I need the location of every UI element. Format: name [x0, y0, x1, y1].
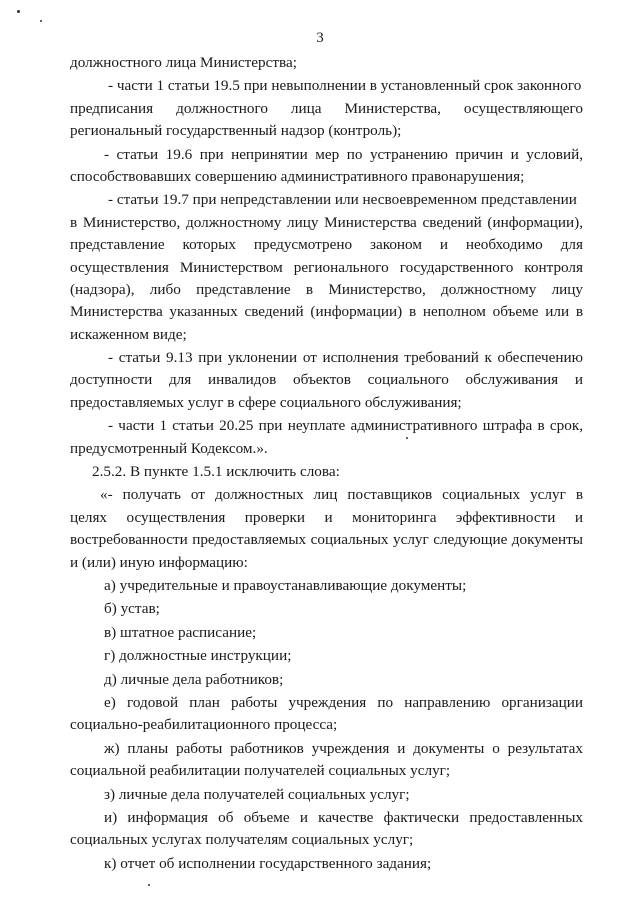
text-line: социально-реабилитационного процесса; [70, 716, 338, 734]
text-line: социальной реабилитации получателей социальных услуг; [70, 762, 451, 780]
text-line: и) информация об объеме и качестве фактически предоставленных [104, 808, 583, 826]
text-line: «- получать от должностных лиц поставщиков социальных услуг в [100, 486, 583, 504]
text-line: востребованности предоставляемых социальных услуг следующие документы [70, 531, 583, 549]
document-body [70, 52, 583, 875]
text-line: (надзора), либо представление в Министерство, должностному лицу [70, 280, 583, 298]
text-line: к) отчет об исполнении государственного задания; [104, 854, 432, 872]
text-line: б) устав; [104, 600, 160, 618]
text-line: 2.5.2. В пункте 1.5.1 исключить слова: [92, 463, 340, 481]
text-line: социальных услугах получателям социальных услуг; [70, 831, 414, 849]
text-line: д) личные дела работников; [104, 670, 284, 688]
scan-speck [406, 437, 408, 439]
text-line: способствовавших совершению административного правонарушения; [70, 167, 525, 185]
text-line: доступности для инвалидов объектов социального обслуживания и [70, 371, 583, 389]
text-line: предусмотренный Кодексом.». [70, 439, 268, 457]
text-line: в) штатное расписание; [104, 623, 257, 641]
text-line: - статьи 19.6 при непринятии мер по устранению причин и условий, [104, 145, 583, 163]
text-line: Министерства указанных сведений (информации) в неполном объеме или в [70, 303, 583, 321]
page-number: 3 [316, 30, 324, 46]
text-line: г) должностные инструкции; [104, 647, 292, 665]
text-line: целях осуществления проверки и мониторинга эффективности и [70, 508, 583, 526]
text-line: - части 1 статьи 19.5 при невыполнении в установленный срок законного [108, 77, 582, 95]
text-line: ж) планы работы работников учреждения и документы о результатах [104, 739, 583, 757]
text-line: и (или) иную информацию: [70, 553, 248, 571]
text-line: искаженном виде; [70, 325, 187, 343]
text-line: предписания должностного лица Министерства, осуществляющего [70, 99, 583, 117]
text-line: е) годовой план работы учреждения по направлению организации [104, 693, 583, 711]
scan-speck [148, 884, 150, 886]
text-line: з) личные дела получателей социальных услуг; [104, 785, 410, 803]
text-line: - статьи 9.13 при уклонении от исполнения требований к обеспечению [108, 349, 583, 367]
scan-speck [40, 20, 42, 22]
text-line: должностного лица Министерства; [70, 54, 297, 71]
text-line: представление которых предусмотрено законом и необходимо для [70, 236, 583, 254]
text-line: региональный государственный надзор (контроль); [70, 122, 402, 140]
text-line: а) учредительные и правоустанавливающие документы; [104, 576, 467, 594]
text-line: в Министерство, должностному лицу Министерства сведений (информации), [70, 213, 583, 231]
text-line: - части 1 статьи 20.25 при неуплате административного штрафа в срок, [108, 417, 583, 435]
text-line: осуществления Министерством регионального государственного контроля [70, 258, 583, 276]
text-line: - статьи 19.7 при непредставлении или несвоевременном представлении [108, 191, 577, 209]
text-line: предоставляемых услуг в сфере социального обслуживания; [70, 393, 462, 411]
scan-speck [17, 10, 20, 13]
